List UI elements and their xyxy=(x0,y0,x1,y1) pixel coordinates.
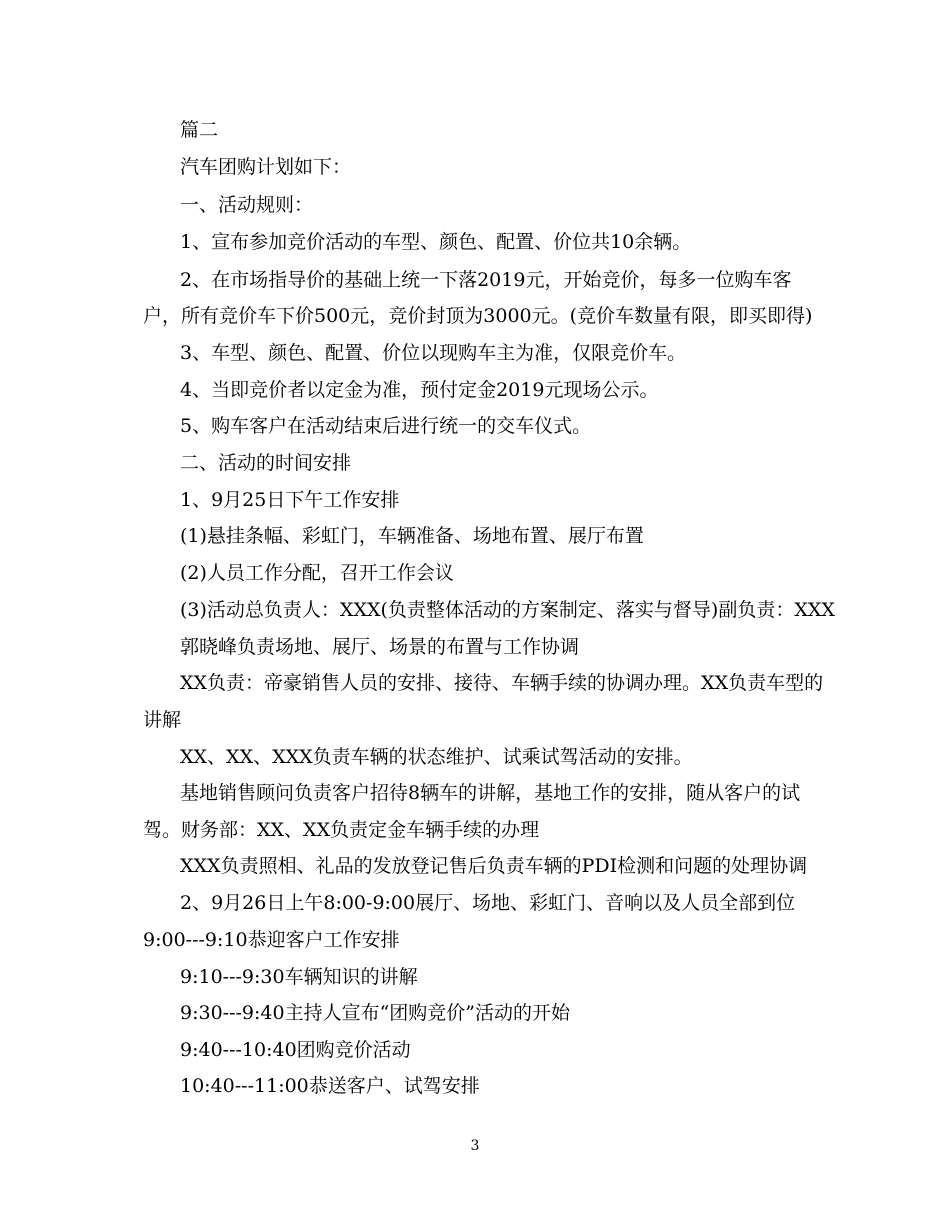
rule-line: 4、当即竞价者以定金为准，预付定金2019元现场公示。 xyxy=(180,379,659,401)
schedule-line-continuation: 讲解 xyxy=(143,709,182,731)
schedule-line: (1)悬挂条幅、彩虹门，车辆准备、场地布置、展厅布置 xyxy=(180,525,644,547)
time-slot-line: 9:30---9:40主持人宣布“团购竞价”活动的开始 xyxy=(180,1002,571,1024)
rule-line: 5、购车客户在活动结束后进行统一的交车仪式。 xyxy=(180,415,592,437)
heading-rules: 一、活动规则： xyxy=(180,194,314,216)
schedule-line: (2)人员工作分配，召开工作会议 xyxy=(180,562,454,584)
schedule-line-continuation: 驾。财务部：XX、XX负责定金车辆手续的办理 xyxy=(143,819,540,841)
schedule-line: 基地销售顾问负责客户招待8辆车的讲解，基地工作的安排，随从客户的试 xyxy=(180,782,801,804)
time-slot-line: 9:40---10:40团购竞价活动 xyxy=(180,1039,411,1061)
section-title: 篇二 xyxy=(180,119,219,141)
rule-line: 3、车型、颜色、配置、价位以现购车主为准，仅限竞价车。 xyxy=(180,342,687,364)
schedule-line-continuation: 9:00---9:10恭迎客户工作安排 xyxy=(143,929,400,951)
time-slot-line: 9:10---9:30车辆知识的讲解 xyxy=(180,966,418,988)
rule-line: 2、在市场指导价的基础上统一下落2019元，开始竞价，每多一位购车客 xyxy=(180,269,792,291)
page-number: 3 xyxy=(470,1138,480,1154)
schedule-line: 郭晓峰负责场地、展厅、场景的布置与工作协调 xyxy=(180,636,580,658)
schedule-line: (3)活动总负责人：XXX(负责整体活动的方案制定、落实与督导)副负责：XXX xyxy=(180,599,835,621)
schedule-line: XX、XX、XXX负责车辆的状态维护、试乘试驾活动的安排。 xyxy=(180,746,693,768)
rule-line: 1、宣布参加竞价活动的车型、颜色、配置、价位共10余辆。 xyxy=(180,231,692,253)
schedule-line: XXX负责照相、礼品的发放登记售后负责车辆的PDI检测和问题的处理协调 xyxy=(180,855,808,877)
time-slot-line: 10:40---11:00恭送客户、试驾安排 xyxy=(180,1075,480,1097)
heading-schedule: 二、活动的时间安排 xyxy=(180,452,352,474)
rule-line-continuation: 户，所有竞价车下价500元，竞价封顶为3000元。(竞价车数量有限，即买即得) xyxy=(143,305,813,327)
schedule-line: XX负责：帝豪销售人员的安排、接待、车辆手续的协调办理。XX负责车型的 xyxy=(180,672,824,694)
intro-line: 汽车团购计划如下： xyxy=(180,156,352,178)
schedule-line: 2、9月26日上午8:00-9:00展厅、场地、彩虹门、音响以及人员全部到位 xyxy=(180,892,796,914)
schedule-line: 1、9月25日下午工作安排 xyxy=(180,489,400,511)
